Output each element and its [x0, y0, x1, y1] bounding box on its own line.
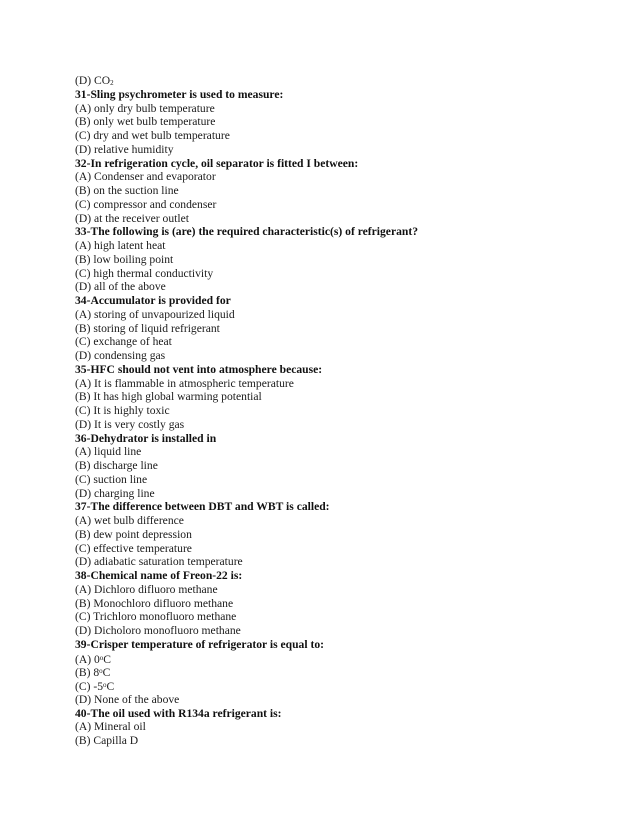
question-title: 33-The following is (are) the required characteristic(s) of refrigerant? [75, 225, 419, 239]
option-line: (D) relative humidity [75, 142, 174, 156]
option-line: (C) high thermal conductivity [75, 266, 214, 280]
option-line [75, 679, 615, 693]
option-text: (B) 8 [75, 666, 100, 680]
question-list [75, 74, 615, 748]
option-unit: C [106, 680, 115, 693]
option-line: (A) Condenser and evaporator [75, 170, 216, 184]
option-line: (B) Capilla D [75, 734, 139, 747]
option-line: (A) wet bulb difference [75, 514, 184, 527]
degree-symbol: o [103, 681, 107, 689]
option-line: (A) only dry bulb temperature [75, 101, 215, 115]
question-title: 31-Sling psychrometer is used to measure: [75, 87, 284, 101]
option-text: (C) -5 [75, 680, 104, 693]
option-line: (A) Dichloro difluoro methane [75, 582, 218, 596]
question-title: 39-Crisper temperature of refrigerator is equal to: [75, 637, 324, 651]
question-title: 34-Accumulator is provided for [75, 294, 231, 307]
option-line: (A) liquid line [75, 445, 142, 459]
option-line: (B) on the suction line [75, 184, 179, 197]
option-line: (D) at the receiver outlet [75, 211, 189, 225]
option-line: (B) discharge line [75, 459, 158, 472]
option-line: (C) Trichloro monofluoro methane [75, 610, 237, 624]
degree-symbol: o [99, 667, 103, 676]
option-line: (B) storing of liquid refrigerant [75, 321, 220, 335]
option-line [75, 665, 615, 679]
question-title: 37-The difference between DBT and WBT is called: [75, 500, 330, 514]
option-line: (C) compressor and condenser [75, 197, 217, 211]
option-unit: C [103, 652, 112, 666]
question-title: 38-Chemical name of Freon-22 is: [75, 569, 243, 582]
option-line: (B) It has high global warming potential [75, 390, 262, 404]
question-title: 40-The oil used with R134a refrigerant is: [75, 706, 282, 720]
option-line: (B) only wet bulb temperature [75, 115, 216, 129]
option-line: (D) Dicholoro monofluoro methane [75, 624, 241, 637]
option-text: (D) CO [75, 74, 111, 87]
question-title: 32-In refrigeration cycle, oil separator is fitted I between: [75, 156, 359, 170]
option-line: (B) Monochloro difluoro methane [75, 596, 234, 610]
option-line: (C) It is highly toxic [75, 404, 170, 417]
degree-symbol: o [99, 653, 104, 662]
question-title: 35-HFC should not vent into atmosphere because: [75, 362, 323, 376]
option-line: (B) low boiling point [75, 252, 174, 266]
option-line: (D) charging line [75, 486, 155, 500]
option-line: (B) dew point depression [75, 527, 192, 541]
option-text: (A) 0 [75, 652, 100, 666]
option-line: (D) It is very costly gas [75, 417, 185, 431]
question-title: 36-Dehydrator is installed in [75, 431, 217, 445]
option-line [75, 74, 615, 88]
option-line: (C) exchange of heat [75, 335, 172, 349]
option-line: (D) adiabatic saturation temperature [75, 555, 243, 569]
option-line: (A) high latent heat [75, 239, 166, 252]
option-unit: C [102, 666, 111, 680]
option-line: (D) all of the above [75, 280, 166, 294]
option-line: (C) dry and wet bulb temperature [75, 129, 230, 142]
option-line: (C) effective temperature [75, 541, 192, 555]
option-line: (C) suction line [75, 472, 148, 486]
option-line: (A) It is flammable in atmospheric temperature [75, 376, 294, 390]
option-line: (D) None of the above [75, 692, 180, 706]
option-line: (D) condensing gas [75, 349, 166, 362]
option-line: (A) storing of unvapourized liquid [75, 307, 235, 321]
option-line [75, 652, 615, 666]
option-line: (A) Mineral oil [75, 720, 146, 734]
subscript-text: 2 [110, 79, 114, 87]
